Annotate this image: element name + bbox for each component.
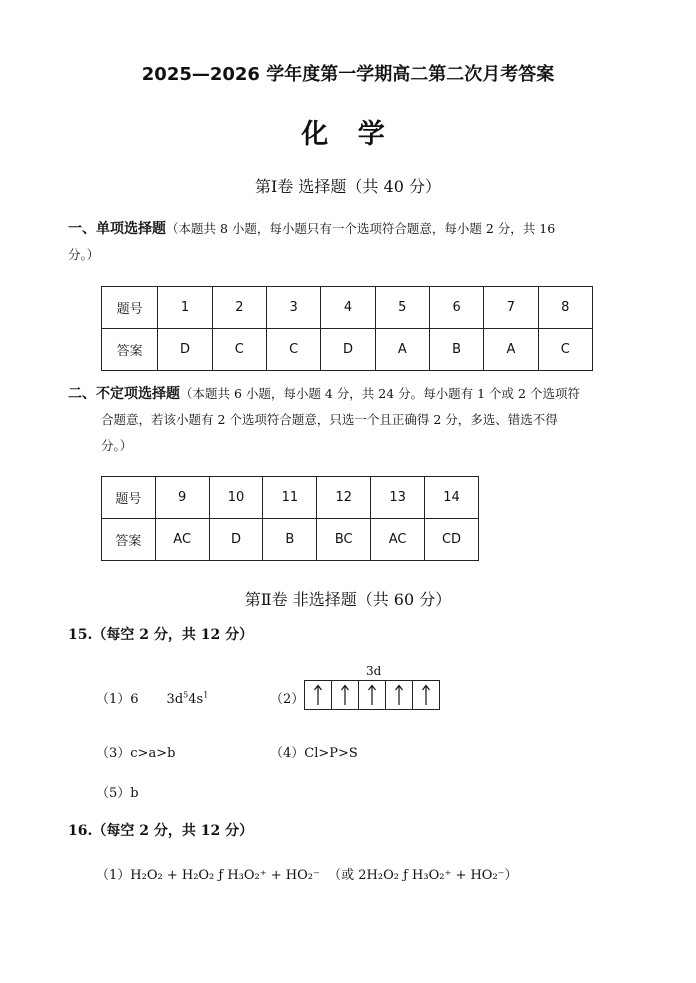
q15-answer-1 xyxy=(96,688,208,707)
answer-cell: B xyxy=(429,329,483,371)
question-number-cell: 5 xyxy=(375,287,429,329)
answer-cell: AC xyxy=(155,519,209,561)
section2-label: 二、不定项选择题 xyxy=(68,386,180,402)
table-header-cell: 答案 xyxy=(102,329,158,371)
section1-heading xyxy=(68,216,638,268)
question-number-cell: 6 xyxy=(429,287,483,329)
part2-heading: 第Ⅱ卷 非选择题（共 60 分） xyxy=(244,590,452,609)
q15-answer-5: （5）b xyxy=(96,786,139,801)
up-arrow-icon xyxy=(367,684,377,706)
section2-note-end: 分。） xyxy=(101,438,133,453)
answer-cell: D xyxy=(158,329,212,371)
orbital-label: 3d xyxy=(366,664,382,678)
section2-note-cont: 合题意，若该小题有 2 个选项符合题意，只选一个且正确得 2 分，多选、错选不得 xyxy=(101,412,558,427)
up-arrow-icon xyxy=(421,684,431,706)
q15-answer-1-label: （1）6 xyxy=(96,692,139,707)
electron-config-4s: 4s xyxy=(188,692,204,707)
table-row xyxy=(102,477,479,519)
orbital-box xyxy=(359,681,386,709)
orbital-box xyxy=(305,681,332,709)
up-arrow-icon xyxy=(340,684,350,706)
subject-title: 化 学 xyxy=(301,119,395,150)
answer-cell: CD xyxy=(425,519,479,561)
table-header-cell: 题号 xyxy=(102,287,158,329)
answer-cell: A xyxy=(375,329,429,371)
q16-close-paren: ） xyxy=(504,868,518,883)
question-number-cell: 7 xyxy=(484,287,538,329)
answer-cell: AC xyxy=(371,519,425,561)
question-number-cell: 3 xyxy=(266,287,320,329)
q16-answer-1 xyxy=(96,864,518,883)
question-number-cell: 11 xyxy=(263,477,317,519)
orbital-diagram xyxy=(304,680,440,710)
section1-note: （本题共 8 小题，每小题只有一个选项符合题意，每小题 2 分，共 16 xyxy=(166,221,556,236)
table-row xyxy=(102,329,593,371)
question-number-cell: 10 xyxy=(209,477,263,519)
table-row xyxy=(102,519,479,561)
question-number-cell: 12 xyxy=(317,477,371,519)
answer-cell: D xyxy=(209,519,263,561)
question-15-heading: 15.（每空 2 分，共 12 分） xyxy=(68,627,254,643)
table-row xyxy=(102,287,593,329)
answer-cell: BC xyxy=(317,519,371,561)
answer-table-multi-choice xyxy=(101,476,479,561)
q15-answer-4: （4）Cl>P>S xyxy=(270,746,358,761)
section2-note: （本题共 6 小题，每小题 4 分，共 24 分。每小题有 1 个或 2 个选项符 xyxy=(180,386,580,401)
electron-config-3d: 3d xyxy=(166,692,184,707)
up-arrow-icon xyxy=(313,684,323,706)
answer-cell: C xyxy=(266,329,320,371)
answer-cell: B xyxy=(263,519,317,561)
section1-note-cont: 分。） xyxy=(68,247,100,262)
q16-equation-2: 2H₂O₂ ƒ H₃O₂⁺ + HO₂⁻ xyxy=(358,868,505,883)
answer-cell: A xyxy=(484,329,538,371)
q16-answer-1-label: （1） xyxy=(96,868,131,883)
question-number-cell: 2 xyxy=(212,287,266,329)
question-number-cell: 4 xyxy=(321,287,375,329)
document-title: 2025—2026 学年度第一学期高二第二次月考答案 xyxy=(141,64,555,85)
question-number-cell: 8 xyxy=(538,287,592,329)
orbital-box xyxy=(332,681,359,709)
electron-config-sup-2: 1 xyxy=(203,690,209,700)
answer-cell: D xyxy=(321,329,375,371)
question-number-cell: 1 xyxy=(158,287,212,329)
orbital-box xyxy=(386,681,413,709)
section1-label: 一、单项选择题 xyxy=(68,221,166,237)
question-number-cell: 14 xyxy=(425,477,479,519)
answer-table-single-choice xyxy=(101,286,593,371)
question-16-heading: 16.（每空 2 分，共 12 分） xyxy=(68,823,254,839)
question-number-cell: 9 xyxy=(155,477,209,519)
q16-equation-1: H₂O₂ + H₂O₂ ƒ H₃O₂⁺ + HO₂⁻ xyxy=(130,868,320,883)
up-arrow-icon xyxy=(394,684,404,706)
table-header-cell: 题号 xyxy=(102,477,156,519)
part1-heading: 第Ⅰ卷 选择题（共 40 分） xyxy=(255,177,441,196)
q15-answer-2-label: （2） xyxy=(270,692,305,707)
orbital-box xyxy=(413,681,439,709)
q16-or-text: （或 xyxy=(328,868,359,883)
answer-cell: C xyxy=(538,329,592,371)
answer-cell: C xyxy=(212,329,266,371)
question-number-cell: 13 xyxy=(371,477,425,519)
electron-config-sup-1: 5 xyxy=(183,690,189,700)
q15-answer-3: （3）c>a>b xyxy=(96,746,176,761)
section2-heading xyxy=(68,381,638,407)
table-header-cell: 答案 xyxy=(102,519,156,561)
